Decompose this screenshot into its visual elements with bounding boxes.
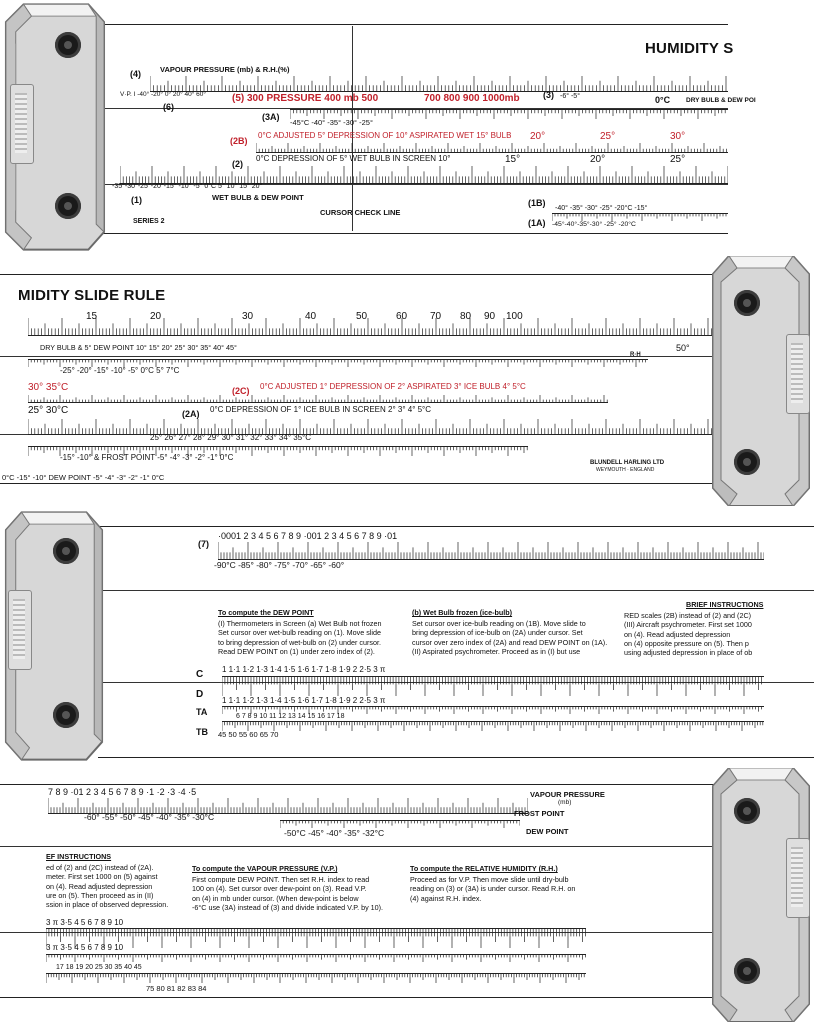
scale-value: 30° <box>670 131 686 142</box>
screw-icon <box>53 702 79 728</box>
instructions-line: (4) against R.H. index. <box>410 893 482 903</box>
tick-scale <box>280 820 520 828</box>
instructions-heading: To compute the VAPOUR PRESSURE (V.P.) <box>192 864 338 873</box>
instructions-line: ssion in place of observed depression. <box>46 900 169 910</box>
slide-rule-panel-3 <box>0 510 814 765</box>
tick-scale <box>256 143 728 153</box>
instructions-line: Proceed as for V.P. Then move slide until dry-bulb <box>410 875 569 885</box>
scale-value: 20° <box>590 154 606 165</box>
screw-icon <box>734 798 760 824</box>
instructions-line: ed of (2) and (2C) instead of (2A). <box>46 863 154 873</box>
dry-bulb-scale: DRY BULB & 5° DEW POINT 10° 15° 20° 25° 30° 35° 40° 45° <box>40 343 237 352</box>
instructions-heading: (b) Wet Bulb frozen (ice-bulb) <box>412 608 513 617</box>
c-scale-values: 3 π 3·5 4 5 6 7 8 9 10 <box>46 918 124 927</box>
c-scale-values: 1 1·1 1·2 1·3 1·4 1·5 1·6 1·7 1·8 1·9 2 2·5 3 π <box>222 665 386 674</box>
depression-scale: 0°C DEPRESSION OF 5° WET BULB IN SCREEN 10° <box>256 154 451 163</box>
scale-value: 100 <box>506 311 523 322</box>
instructions-ice-bulb <box>412 608 607 656</box>
scale-value: 15 <box>86 311 98 322</box>
scale-label: (1A) <box>528 218 546 228</box>
instructions-heading: To compute the DEW POINT <box>218 608 314 617</box>
screw-icon <box>55 32 81 58</box>
scale-values: 25° 30°C <box>28 405 69 416</box>
rule-title: HUMIDITY S <box>645 40 734 57</box>
ta-scale-values: 17 18 19 20 25 30 35 40 45 <box>56 964 142 971</box>
instructions-line: First compute DEW POINT. Then set R.H. index to read <box>192 875 370 885</box>
instructions-line: using adjusted depression in place of ob <box>624 648 753 658</box>
scale-label: (3) <box>543 90 554 100</box>
instructions-heading: EF INSTRUCTIONS <box>46 852 112 861</box>
instructions-line: Set cursor over wet-bulb reading on (1). Move slide <box>218 628 381 638</box>
scale-value: 20° <box>530 131 546 142</box>
ice-bulb-scale: 0°C DEPRESSION OF 1° ICE BULB IN SCREEN 2° 3° 4° 5°C <box>210 405 432 414</box>
small-scale: V·P. I -40° -20° 0° 20° 40° 60° <box>120 91 206 98</box>
clamp-grip-right[interactable] <box>786 334 810 414</box>
scale-label: (1) <box>131 195 142 205</box>
frost-point-scale: -15° -10° & FROST POINT -5° -4° -3° -2° -1° 0°C <box>60 453 234 462</box>
pressure-scale: (5) 300 PRESSURE 400 mb 500 <box>232 93 379 104</box>
scale-value: 50 <box>356 311 368 322</box>
ta-scale-values: 6 7 8 9 10 11 12 13 14 15 16 17 18 <box>236 713 345 720</box>
scale-value: 90 <box>484 311 496 322</box>
tick-scale <box>28 395 608 403</box>
tb-scale-values: 45 50 55 60 65 70 <box>218 730 279 739</box>
cursor-line <box>352 26 353 231</box>
scale-label: VAPOUR PRESSURE (mb) & R.H.(%) <box>160 65 290 74</box>
ice-bulb-adjusted-scale: 0°C ADJUSTED 1° DEPRESSION OF 2° ASPIRATED 3° ICE BULB 4° 5°C <box>260 382 526 391</box>
tick-scale <box>46 954 586 962</box>
scale-value: 50° <box>676 343 690 353</box>
screw-icon <box>55 193 81 219</box>
tick-scale <box>120 166 728 184</box>
clamp-grip-left[interactable] <box>10 84 34 164</box>
instructions-line: on (4). Read adjusted depression <box>46 881 153 891</box>
scale-values: -90°C -85° -80° -75° -70° -65° -60° <box>214 560 345 570</box>
rule-title: MIDITY SLIDE RULE <box>18 287 166 304</box>
instructions-line: to bring depression of wet-bulb on (2) under cursor. <box>218 637 382 647</box>
scale-values: ·0001 2 3 4 5 6 7 8 9 ·001 2 3 4 5 6 7 8 9 ·01 <box>218 531 398 541</box>
instructions-brief <box>46 852 168 909</box>
tb-scale-values: 75 80 81 82 83 84 <box>146 984 207 993</box>
tick-scale <box>28 419 720 435</box>
scale-value: 60 <box>396 311 408 322</box>
maker-name: BLUNDELL HARLING LTD <box>590 460 665 466</box>
scale-label: (2) <box>232 159 243 169</box>
adjusted-depression-scale: 0°C ADJUSTED 5° DEPRESSION OF 10° ASPIRATED WET 15° BULB <box>258 131 512 140</box>
scale-label: WET BULB & DEW POINT <box>212 193 304 202</box>
clamp-grip-left[interactable] <box>8 590 32 670</box>
instructions-relative-humidity <box>410 864 575 903</box>
scale-values: -25° -20° -15° -10° -5° 0°C 5° 7°C <box>60 366 180 375</box>
temperature-scale: 25° 26° 27° 28° 29° 30° 31° 32° 33° 34° 35°C <box>150 433 312 442</box>
tick-scale <box>46 973 586 983</box>
scale-label: (2B) <box>230 136 248 146</box>
dew-point-scale: 0°C -15° -10° DEW POINT -5° -4° -3° -2° -1° 0°C <box>2 473 165 482</box>
scale-value: 80 <box>460 311 472 322</box>
scale-label: (2C) <box>232 386 250 396</box>
scale-label: DRY BULB & DEW POI <box>686 97 756 104</box>
instructions-line: bring depression of ice-bulb on (2A) under cursor. Set <box>412 628 583 638</box>
clamp-grip-right[interactable] <box>786 838 810 918</box>
tick-scale <box>46 928 586 948</box>
series-label: SERIES 2 <box>133 218 165 225</box>
d-scale-values: 1 1·1 1·2 1·3 1·4 1·5 1·6 1·7 1·8 1·9 2 2·5 3 π <box>222 696 386 705</box>
scale-label: (3A) <box>262 112 280 122</box>
scale-value: 20 <box>150 311 162 322</box>
slide-rule-panel-4 <box>0 766 814 1024</box>
scale-values: -45°-40°-35°-30° -25° -20°C <box>552 221 636 228</box>
instructions-line: meter. First set 1000 on (5) against <box>46 872 158 882</box>
instructions-brief <box>624 600 763 657</box>
maker-location: WEYMOUTH · ENGLAND <box>596 467 655 473</box>
wet-bulb-scale: -35°-30°-25°-20°-15° -10° -5° 0°C 5° 10° 15° 20° <box>112 183 263 190</box>
instructions-line: RED scales (2B) instead of (2) and (2C) <box>624 611 752 621</box>
instructions-heading: To compute the RELATIVE HUMIDITY (R.H.) <box>410 864 558 873</box>
slide-top-line <box>0 356 720 357</box>
vapour-pressure-unit: (mb) <box>558 799 572 806</box>
scale-label-ta: TA <box>196 707 208 717</box>
instructions-line: Set cursor over ice-bulb reading on (1B). Move slide to <box>412 619 586 629</box>
frost-point-label: FROST POINT <box>514 809 565 818</box>
instructions-line: (III) Aircraft psychrometer. First set 1000 <box>624 620 752 630</box>
cursor-check-line-label: CURSOR CHECK LINE <box>320 208 401 217</box>
scale-value: 25° <box>670 154 686 165</box>
scale-value: 15° <box>505 154 521 165</box>
instructions-dew-point <box>218 608 382 656</box>
scale-label-c: C <box>196 669 204 680</box>
slide-rule-panel-1 <box>0 0 814 255</box>
instructions-line: on (4) opposite pressure on (5). Then p <box>624 638 749 648</box>
tick-scale <box>552 213 728 221</box>
instructions-line: (II) Aspirated psychrometer. Proceed as in (I) but use <box>412 646 581 656</box>
slide-top-line <box>98 590 814 591</box>
slide-top-line <box>0 846 720 847</box>
dew-point-values: -50°C -45° -40° -35° -32°C <box>284 828 385 838</box>
instructions-line: (I) Thermometers in Screen (a) Wet Bulb not frozen <box>218 619 382 629</box>
adjusted-depression-scale: 30° 35°C <box>28 382 69 393</box>
tick-scale <box>218 542 764 560</box>
scale-value: 40 <box>305 311 317 322</box>
scale-value: 70 <box>430 311 442 322</box>
vapour-pressure-label: VAPOUR PRESSURE <box>530 790 605 799</box>
scale-value: 30 <box>242 311 254 322</box>
screw-icon <box>734 290 760 316</box>
scale-label: (2A) <box>182 409 200 419</box>
dew-point-label: DEW POINT <box>526 827 569 836</box>
scale-label-d: D <box>196 689 204 700</box>
scale-label-tb: TB <box>196 727 208 737</box>
tick-scale <box>222 721 764 731</box>
rule-body <box>100 24 728 234</box>
frost-point-values: -60° -55° -50° -45° -40° -35° -30°C <box>84 812 215 822</box>
d-scale-values: 3 π 3·5 4 5 6 7 8 9 10 <box>46 943 124 952</box>
screw-icon <box>734 449 760 475</box>
screw-icon <box>734 958 760 984</box>
pressure-scale: 700 800 900 1000mb <box>424 93 520 104</box>
scale-values: -45°C -40° -35° -30° -25° <box>290 118 373 127</box>
instructions-line: -6°C use (3A) instead of (3) and divide indicated V.P. by 10). <box>192 902 384 912</box>
scale-label: (7) <box>198 539 209 549</box>
scale-value: 0°C <box>655 95 671 105</box>
instructions-line: reading on (3) or (3A) is under cursor. Read R.H. on <box>410 884 576 894</box>
tick-scale <box>150 76 728 92</box>
scale-value: 25° <box>600 131 616 142</box>
screw-icon <box>53 538 79 564</box>
instructions-line: Read DEW POINT on (1) under zero index of (2). <box>218 646 375 656</box>
scale-label: (1B) <box>528 198 546 208</box>
instructions-line: ure on (5). Then proceed as in (II) <box>46 890 154 900</box>
rh-index: R·H <box>630 352 641 358</box>
tick-scale <box>28 318 720 336</box>
instructions-line: 100 on (4). Set cursor over dew-point on (3). Read V.P. <box>192 884 367 894</box>
scale-label: (4) <box>130 69 141 79</box>
tick-scale <box>222 676 764 696</box>
scale-values: -40° -35° -30° -25° -20°C -15° <box>555 205 648 212</box>
scale-values: -6° -5° <box>560 93 580 100</box>
scale-label: (6) <box>163 102 174 112</box>
instructions-line: on (4). Read adjusted depression <box>624 629 731 639</box>
instructions-line: on (4) in mb under cursor. (When dew-point is below <box>192 893 359 903</box>
slide-rule-panel-2 <box>0 256 814 506</box>
scale-values: 7 8 9 ·01 2 3 4 5 6 7 8 9 ·1 ·2 ·3 ·4 ·5 <box>48 787 197 797</box>
instructions-heading: BRIEF INSTRUCTIONS <box>686 600 764 609</box>
instructions-line: cursor over zero index of (2A) and read DEW POINT on (1A). <box>412 637 608 647</box>
instructions-vapour-pressure <box>192 864 383 912</box>
